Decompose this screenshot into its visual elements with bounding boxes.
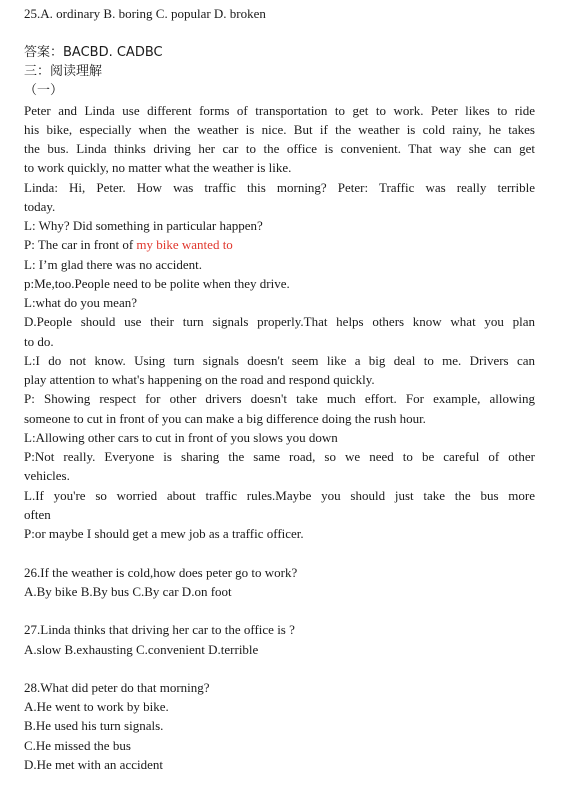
dialogue-line-17: L.If you're so worried about traffic rules.Maybe you should just take the bus more — [24, 488, 535, 503]
dialogue-line-1: Linda: Hi, Peter. How was traffic this morning? Peter: Traffic was really terrible — [24, 180, 535, 195]
passage-line-1: Peter and Linda use different forms of transportation to get to work. Peter likes to ride — [24, 103, 535, 118]
section-heading: 三：阅读理解 — [24, 64, 103, 79]
dialogue-line-2: today. — [24, 199, 56, 214]
subsection-heading: （一） — [24, 83, 64, 98]
passage-line-4: to work quickly, no matter what the weather is like. — [24, 160, 292, 175]
dialogue-line-11: play attention to what's happening on the road and respond quickly. — [24, 372, 375, 387]
dialogue-line-18: often — [24, 507, 51, 522]
question-26-options: A.By bike B.By bus C.By car D.on foot — [24, 584, 232, 599]
passage-line-3: the bus. Linda thinks driving her car to the office is convenient. That way she can get — [24, 141, 535, 156]
dialogue-line-16: vehicles. — [24, 468, 70, 483]
dialogue-line-3: L: Why? Did something in particular happen? — [24, 218, 263, 233]
passage-line-2: his bike, especially when the weather is nice. But if the weather is cold rainy, he takes — [24, 122, 535, 137]
question-27-options: A.slow B.exhausting C.convenient D.terrible — [24, 642, 259, 657]
question-28-option-c: C.He missed the bus — [24, 738, 131, 753]
question-27: 27.Linda thinks that driving her car to the office is ? — [24, 622, 295, 637]
question-26: 26.If the weather is cold,how does peter go to work? — [24, 565, 298, 580]
answer-key: 答案：BACBD. CADBC — [24, 45, 163, 60]
dialogue-line-12: P: Showing respect for other drivers doesn't take much effort. For example, allowing — [24, 391, 535, 406]
question-28-option-d: D.He met with an accident — [24, 757, 163, 772]
dialogue-line-15: P:Not really. Everyone is sharing the same road, so we need to be careful of other — [24, 449, 535, 464]
question-25-options: 25.A. ordinary B. boring C. popular D. broken — [24, 6, 266, 21]
dialogue-line-19: P:or maybe I should get a mew job as a traffic officer. — [24, 526, 304, 541]
dialogue-line-8: D.People should use their turn signals properly.That helps others know what you plan — [24, 314, 535, 329]
dialogue-line-13: someone to cut in front of you can make a big difference doing the rush hour. — [24, 411, 426, 426]
dialogue-line-6: p:Me,too.People need to be polite when they drive. — [24, 276, 290, 291]
question-28: 28.What did peter do that morning? — [24, 680, 210, 695]
dialogue-line-10: L:I do not know. Using turn signals doesn't seem like a big deal to me. Drivers can — [24, 353, 535, 368]
question-28-option-b: B.He used his turn signals. — [24, 718, 164, 733]
question-28-option-a: A.He went to work by bike. — [24, 699, 169, 714]
highlighted-text: my bike wanted to — [136, 237, 233, 252]
dialogue-line-14: L:Allowing other cars to cut in front of you slows you down — [24, 430, 338, 445]
dialogue-line-9: to do. — [24, 334, 54, 349]
dialogue-line-4 — [24, 237, 233, 253]
dialogue-line-4-text: P: The car in front of — [24, 237, 137, 252]
dialogue-line-5: L: I’m glad there was no accident. — [24, 257, 202, 272]
dialogue-line-7: L:what do you mean? — [24, 295, 137, 310]
